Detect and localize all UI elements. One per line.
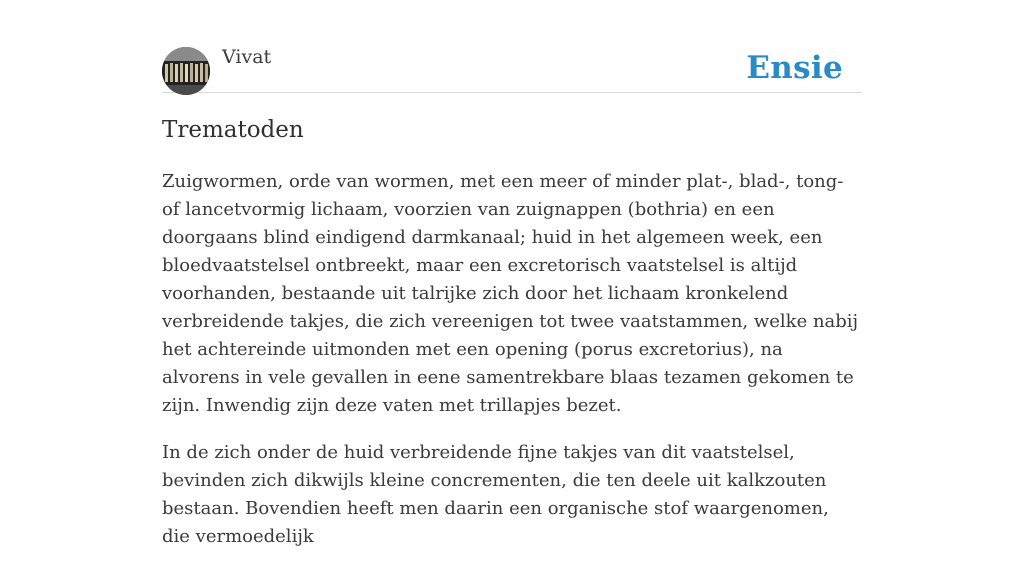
article-paragraph: Zuigwormen, orde van wormen, met een meer of minder plat-, blad-, tong- of lancetvormig lichaam, voorzien van zuignappen (bothria) en een doorgaans blind eindigend darmkanaal; huid in het algemeen week, een bloedvaatstelsel ontbreekt, maar een excretorisch vaatstelsel is altijd voorhanden, bestaande uit talrijke zich door het lichaam kronkelend verbreidende takjes, die zich vereenigen tot twee vaatstammen, welke nabij het achtereinde uitmonden met een opening (porus excretorius), na alvorens in vele gevallen in eene samentrekbare blaas tezamen gekomen te zijn. Inwendig zijn deze vaten met trillapjes bezet. [162,171,859,416]
page-container [162,0,862,547]
header [162,0,862,93]
article-body [162,168,862,570]
page-title: Trematoden [162,117,304,143]
article-paragraph: In de zich onder de huid verbreidende fijne takjes van dit vaatstelsel, bevinden zich dikwijls kleine concrementen, die ten deele uit kalkzouten bestaan. Bovendien heeft men daarin een organische stof waargenomen, die vermoedelijk [162,442,829,547]
avatar[interactable] [162,47,210,95]
brand-logo[interactable]: Ensie [746,50,843,86]
book-spines-avatar-icon [162,47,210,95]
author-name[interactable]: Vivat [222,46,272,68]
